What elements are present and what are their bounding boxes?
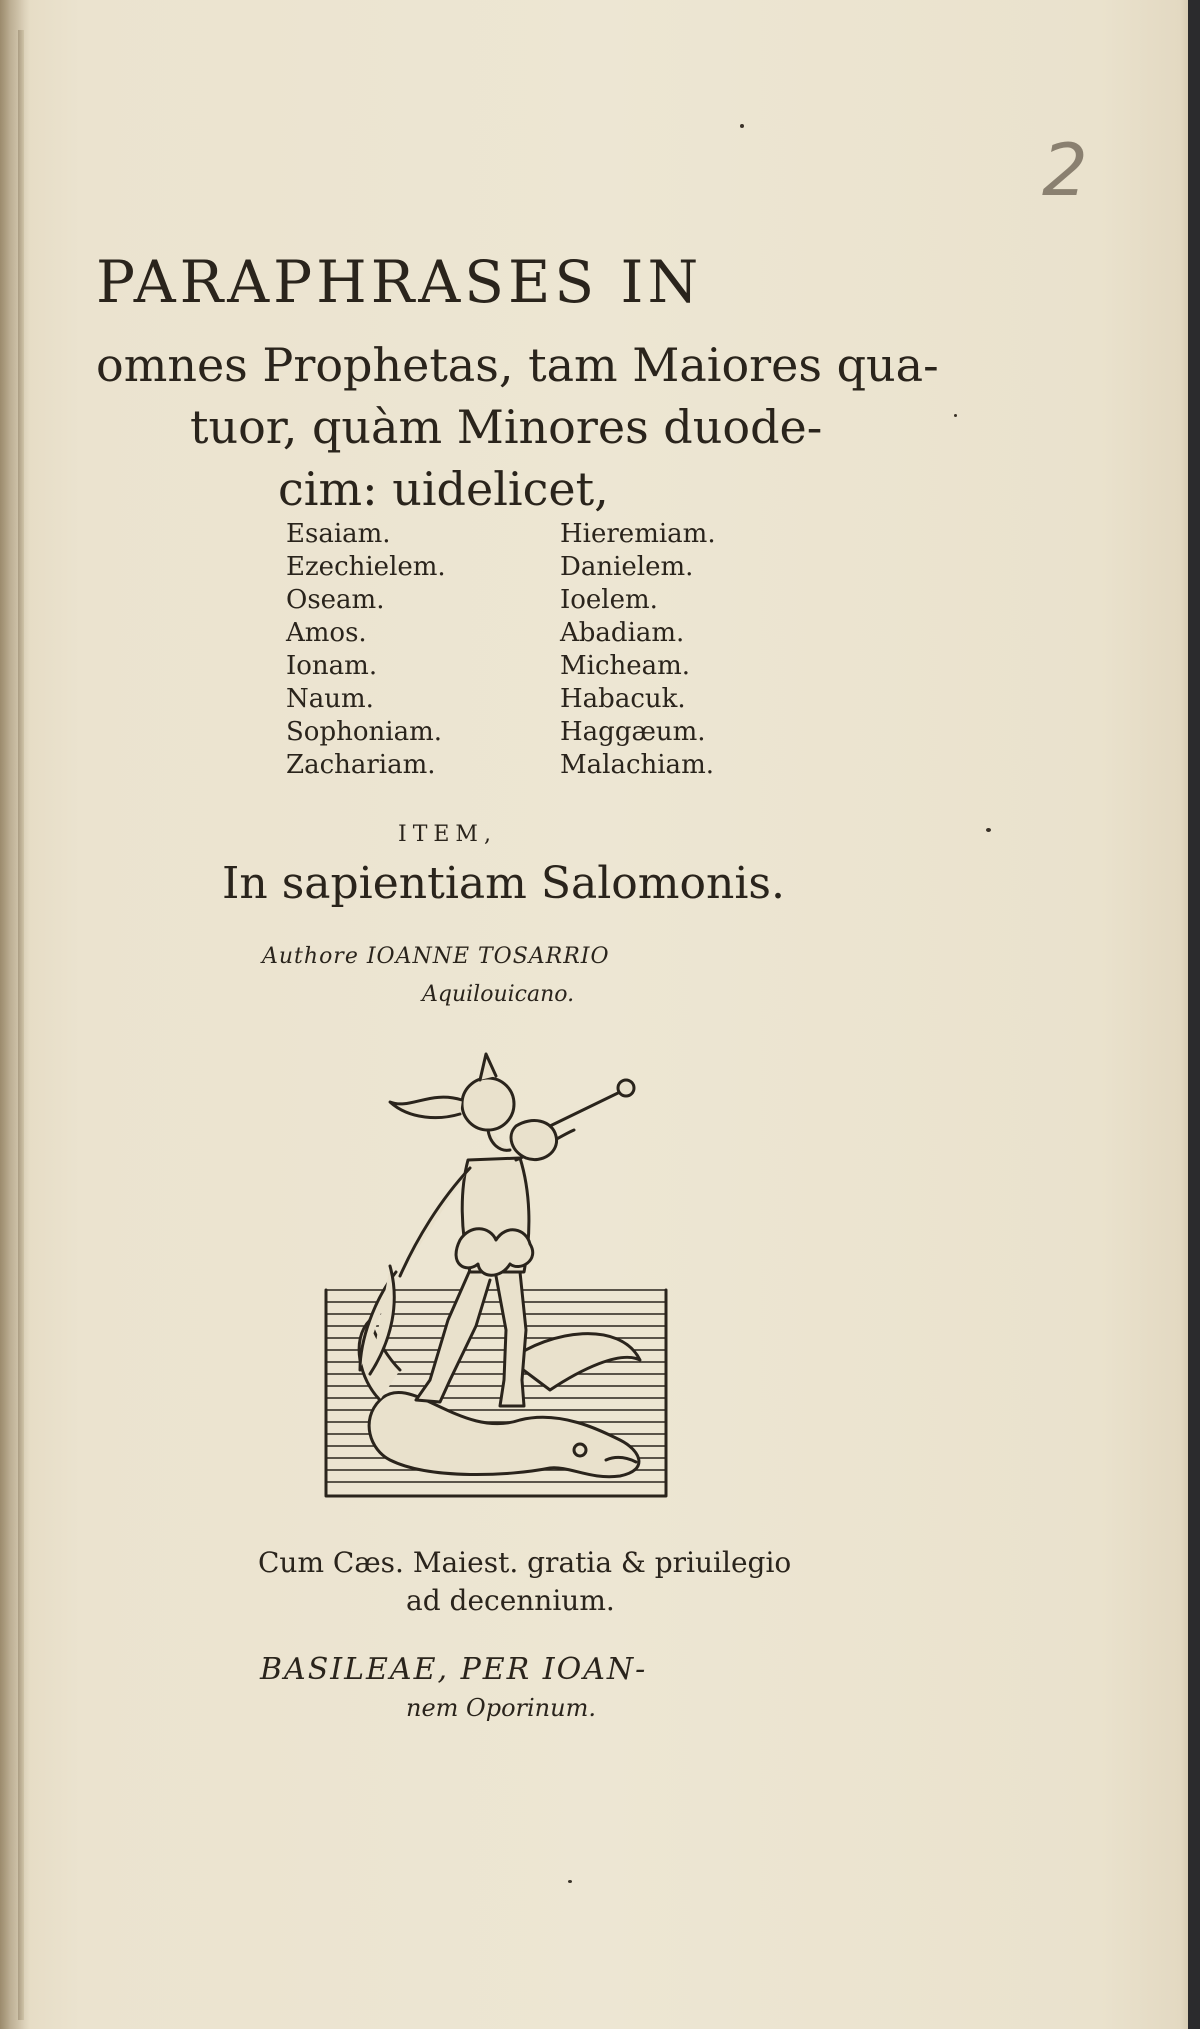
ink-speck <box>740 124 744 128</box>
author-line-1: Authore IOANNE TOSARRIO <box>262 944 610 969</box>
ink-speck <box>568 1880 572 1883</box>
privilege-line-1: Cum Cæs. Maiest. gratia & priuilegio <box>258 1546 792 1579</box>
handwritten-folio-number: 2 <box>1042 128 1088 212</box>
list-item: Abadiam. <box>560 618 685 648</box>
list-item: Ionam. <box>286 651 378 681</box>
list-item: Esaiam. <box>286 519 391 549</box>
list-item: Hieremiam. <box>560 519 716 549</box>
ink-speck <box>986 828 991 832</box>
list-item: Micheam. <box>560 651 691 681</box>
list-item: Haggæum. <box>560 717 706 747</box>
list-item: Naum. <box>286 684 374 714</box>
imprint-line-1: BASILEAE, PER IOAN- <box>260 1652 648 1687</box>
page-edge-shadow <box>18 30 24 2020</box>
list-item: Ezechielem. <box>286 552 446 582</box>
subtitle-line-3: cim: uidelicet, <box>278 462 609 516</box>
main-title: PARAPHRASES IN <box>96 248 703 316</box>
list-item: Habacuk. <box>560 684 686 714</box>
subtitle-line-1: omnes Prophetas, tam Maiores qua- <box>96 338 939 392</box>
privilege-line-2: ad decennium. <box>406 1584 615 1617</box>
item-heading: ITEM, <box>398 822 497 847</box>
subtitle-line-2: tuor, quàm Minores duode- <box>190 400 823 454</box>
imprint-line-2: nem Oporinum. <box>406 1694 596 1722</box>
list-item: Amos. <box>286 618 367 648</box>
list-item: Sophoniam. <box>286 717 442 747</box>
list-item: Ioelem. <box>560 585 658 615</box>
ink-speck <box>954 414 957 417</box>
author-line-2: Aquilouicano. <box>422 982 575 1007</box>
list-item: Danielem. <box>560 552 694 582</box>
list-item: Malachiam. <box>560 750 714 780</box>
prophets-list-right <box>560 518 716 782</box>
list-item: Oseam. <box>286 585 385 615</box>
list-item: Zachariam. <box>286 750 436 780</box>
sapientia-heading: In sapientiam Salomonis. <box>222 858 785 909</box>
printers-device-woodcut <box>320 1040 672 1506</box>
prophets-list-left <box>286 518 446 782</box>
